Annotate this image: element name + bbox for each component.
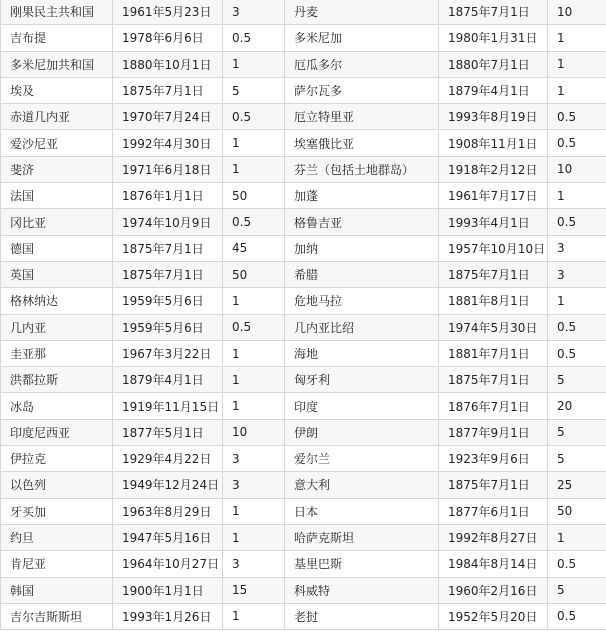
country-b-cell: 加纳 [285,235,439,261]
value-a-cell: 45 [223,235,285,261]
value-a-cell: 50 [223,183,285,209]
country-b-cell: 厄立特里亚 [285,104,439,130]
date-b-cell: 1992年8月27日 [439,524,548,550]
date-b-cell: 1923年9月6日 [439,446,548,472]
country-a-cell: 牙买加 [1,498,113,524]
value-b-cell: 1 [548,524,606,550]
country-a-cell: 法国 [1,183,113,209]
value-b-cell: 0.5 [548,603,606,629]
country-b-cell: 基里巴斯 [285,551,439,577]
country-b-cell: 老挝 [285,603,439,629]
table-row [1,603,606,629]
country-b-cell: 伊朗 [285,419,439,445]
date-b-cell: 1993年4月1日 [439,209,548,235]
country-b-cell: 加蓬 [285,183,439,209]
value-b-cell: 0.5 [548,314,606,340]
table-row [1,104,606,130]
date-b-cell: 1875年7月1日 [439,472,548,498]
country-a-cell: 吉尔吉斯斯坦 [1,603,113,629]
country-a-cell: 德国 [1,235,113,261]
date-a-cell: 1929年4月22日 [113,446,223,472]
value-b-cell: 0.5 [548,104,606,130]
value-b-cell: 5 [548,419,606,445]
value-b-cell: 10 [548,0,606,25]
country-b-cell: 海地 [285,340,439,366]
country-b-cell: 萨尔瓦多 [285,77,439,103]
date-a-cell: 1978年6月6日 [113,25,223,51]
country-b-cell: 芬兰（包括土地群岛） [285,156,439,182]
country-b-cell: 哈萨克斯坦 [285,524,439,550]
value-b-cell: 5 [548,367,606,393]
country-a-cell: 英国 [1,261,113,287]
country-a-cell: 约旦 [1,524,113,550]
date-a-cell: 1947年5月16日 [113,524,223,550]
table-row [1,472,606,498]
date-b-cell: 1957年10月10日 [439,235,548,261]
value-a-cell: 0.5 [223,25,285,51]
date-a-cell: 1919年11月15日 [113,393,223,419]
date-a-cell: 1880年10月1日 [113,51,223,77]
value-a-cell: 0.5 [223,209,285,235]
table-row [1,130,606,156]
value-a-cell: 3 [223,0,285,25]
value-b-cell: 1 [548,51,606,77]
country-b-cell: 格鲁吉亚 [285,209,439,235]
country-b-cell: 多米尼加 [285,25,439,51]
date-a-cell: 1959年5月6日 [113,314,223,340]
date-b-cell: 1876年7月1日 [439,393,548,419]
date-b-cell: 1918年2月12日 [439,156,548,182]
value-a-cell: 1 [223,288,285,314]
table-row [1,367,606,393]
value-b-cell: 0.5 [548,551,606,577]
country-a-cell: 以色列 [1,472,113,498]
value-a-cell: 10 [223,419,285,445]
table-row [1,77,606,103]
value-a-cell: 1 [223,340,285,366]
country-a-cell: 多米尼加共和国 [1,51,113,77]
table-row [1,524,606,550]
table-row [1,419,606,445]
date-a-cell: 1961年5月23日 [113,0,223,25]
country-a-cell: 格林纳达 [1,288,113,314]
table-row [1,551,606,577]
country-b-cell: 科威特 [285,577,439,603]
date-a-cell: 1959年5月6日 [113,288,223,314]
date-a-cell: 1970年7月24日 [113,104,223,130]
date-a-cell: 1967年3月22日 [113,340,223,366]
country-a-cell: 韩国 [1,577,113,603]
date-b-cell: 1980年1月31日 [439,25,548,51]
country-a-cell: 斐济 [1,156,113,182]
country-b-cell: 日本 [285,498,439,524]
value-b-cell: 0.5 [548,209,606,235]
date-a-cell: 1876年1月1日 [113,183,223,209]
table-row [1,577,606,603]
country-a-cell: 印度尼西亚 [1,419,113,445]
date-a-cell: 1993年1月26日 [113,603,223,629]
value-b-cell: 10 [548,156,606,182]
table-row [1,261,606,287]
table-row [1,183,606,209]
table-row [1,288,606,314]
date-a-cell: 1900年1月1日 [113,577,223,603]
country-b-cell: 希腊 [285,261,439,287]
date-b-cell: 1879年4月1日 [439,77,548,103]
value-a-cell: 1 [223,130,285,156]
date-a-cell: 1875年7月1日 [113,77,223,103]
value-b-cell: 1 [548,288,606,314]
value-a-cell: 3 [223,551,285,577]
date-b-cell: 1908年11月1日 [439,130,548,156]
table-row [1,25,606,51]
table-row [1,393,606,419]
country-b-cell: 厄瓜多尔 [285,51,439,77]
country-a-cell: 伊拉克 [1,446,113,472]
date-a-cell: 1974年10月9日 [113,209,223,235]
value-a-cell: 3 [223,446,285,472]
country-a-cell: 爱沙尼亚 [1,130,113,156]
country-a-cell: 几内亚 [1,314,113,340]
value-b-cell: 1 [548,183,606,209]
table-row [1,209,606,235]
value-b-cell: 5 [548,446,606,472]
country-a-cell: 赤道几内亚 [1,104,113,130]
country-a-cell: 刚果民主共和国 [1,0,113,25]
date-a-cell: 1949年12月24日 [113,472,223,498]
date-b-cell: 1875年7月1日 [439,0,548,25]
value-a-cell: 1 [223,524,285,550]
date-a-cell: 1877年5月1日 [113,419,223,445]
table-row [1,51,606,77]
country-a-cell: 圭亚那 [1,340,113,366]
value-a-cell: 1 [223,156,285,182]
value-a-cell: 50 [223,261,285,287]
value-b-cell: 3 [548,235,606,261]
country-a-cell: 冈比亚 [1,209,113,235]
date-b-cell: 1961年7月17日 [439,183,548,209]
table-row [1,340,606,366]
value-b-cell: 20 [548,393,606,419]
country-a-cell: 埃及 [1,77,113,103]
value-b-cell: 0.5 [548,340,606,366]
date-b-cell: 1952年5月20日 [439,603,548,629]
value-a-cell: 15 [223,577,285,603]
country-b-cell: 爱尔兰 [285,446,439,472]
date-b-cell: 1877年6月1日 [439,498,548,524]
date-b-cell: 1880年7月1日 [439,51,548,77]
country-a-cell: 肯尼亚 [1,551,113,577]
date-b-cell: 1984年8月14日 [439,551,548,577]
date-a-cell: 1875年7月1日 [113,235,223,261]
date-a-cell: 1992年4月30日 [113,130,223,156]
date-b-cell: 1877年9月1日 [439,419,548,445]
value-a-cell: 3 [223,472,285,498]
value-a-cell: 0.5 [223,314,285,340]
country-b-cell: 危地马拉 [285,288,439,314]
value-b-cell: 25 [548,472,606,498]
country-b-cell: 匈牙利 [285,367,439,393]
table-body [1,0,606,630]
date-a-cell: 1963年8月29日 [113,498,223,524]
value-b-cell: 5 [548,577,606,603]
value-b-cell: 50 [548,498,606,524]
table-row [1,498,606,524]
country-a-cell: 洪都拉斯 [1,367,113,393]
date-b-cell: 1875年7月1日 [439,367,548,393]
date-b-cell: 1974年5月30日 [439,314,548,340]
country-b-cell: 几内亚比绍 [285,314,439,340]
value-b-cell: 0.5 [548,130,606,156]
value-a-cell: 0.5 [223,104,285,130]
table-row [1,314,606,340]
value-a-cell: 1 [223,498,285,524]
value-a-cell: 1 [223,393,285,419]
value-a-cell: 1 [223,51,285,77]
value-a-cell: 1 [223,603,285,629]
table-row [1,235,606,261]
value-b-cell: 1 [548,77,606,103]
country-b-cell: 印度 [285,393,439,419]
date-a-cell: 1964年10月27日 [113,551,223,577]
date-b-cell: 1993年8月19日 [439,104,548,130]
value-b-cell: 3 [548,261,606,287]
value-a-cell: 5 [223,77,285,103]
date-a-cell: 1971年6月18日 [113,156,223,182]
value-b-cell: 1 [548,25,606,51]
date-b-cell: 1881年7月1日 [439,340,548,366]
table-row [1,156,606,182]
date-a-cell: 1875年7月1日 [113,261,223,287]
date-b-cell: 1881年8月1日 [439,288,548,314]
country-b-cell: 丹麦 [285,0,439,25]
country-b-cell: 埃塞俄比亚 [285,130,439,156]
date-b-cell: 1960年2月16日 [439,577,548,603]
table-row [1,446,606,472]
country-a-cell: 冰岛 [1,393,113,419]
country-b-cell: 意大利 [285,472,439,498]
table-row [1,0,606,25]
value-a-cell: 1 [223,367,285,393]
country-a-cell: 吉布提 [1,25,113,51]
date-b-cell: 1875年7月1日 [439,261,548,287]
date-a-cell: 1879年4月1日 [113,367,223,393]
